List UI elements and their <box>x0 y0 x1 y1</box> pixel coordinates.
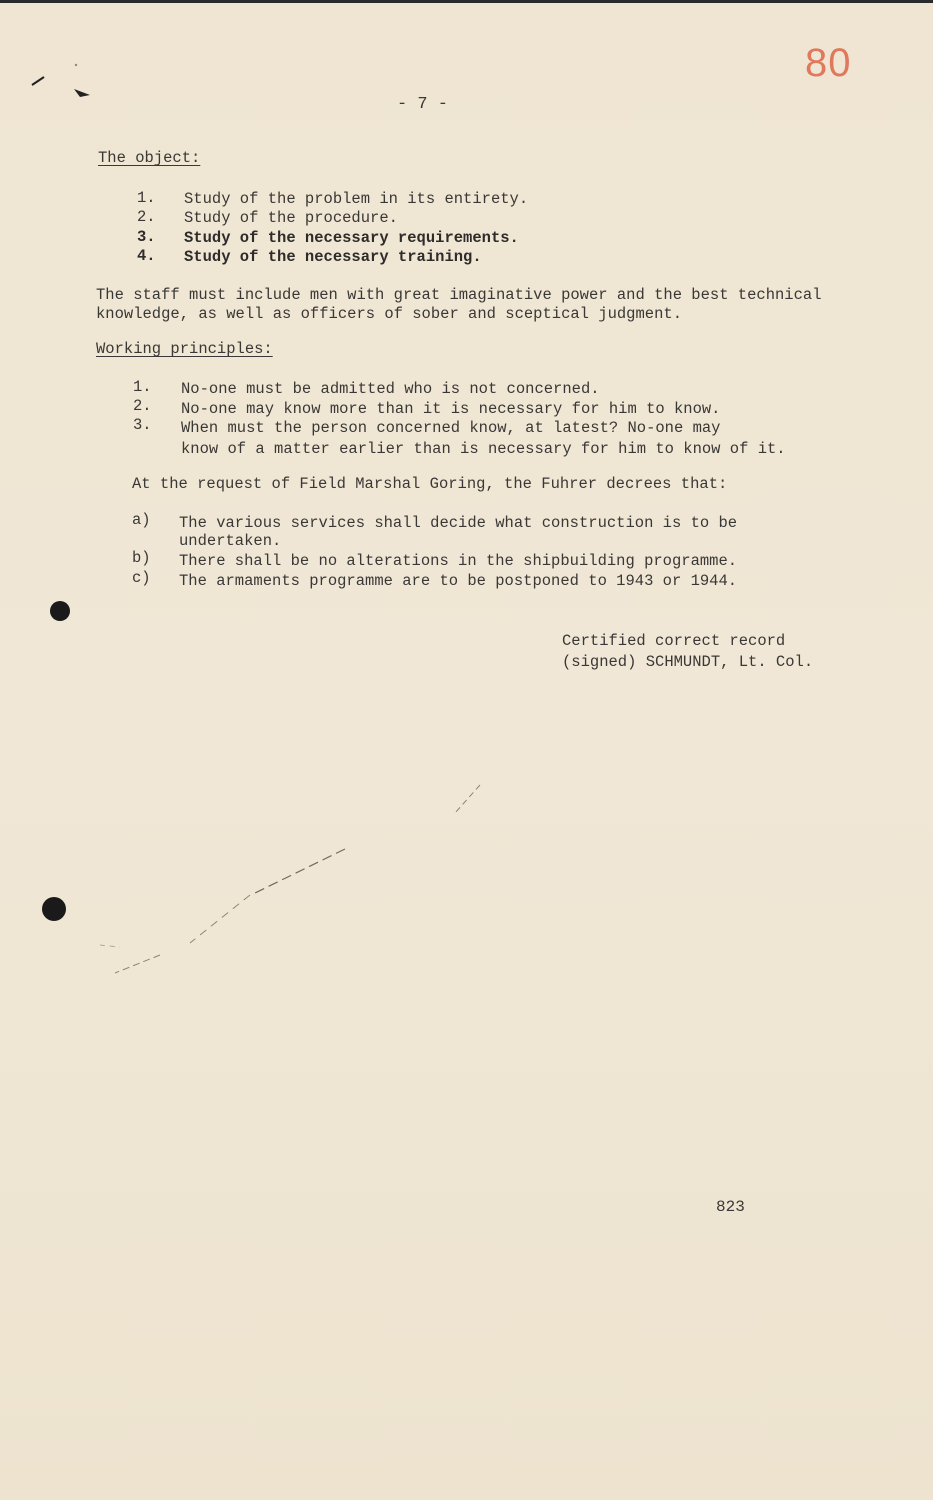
object-item-4: Study of the necessary training. <box>184 248 482 266</box>
principle-3-line-2: know of a matter earlier than is necessary for him to know of it. <box>181 440 786 458</box>
scribble-marks-icon <box>100 783 500 983</box>
object-item-3-num: 3. <box>137 228 156 246</box>
decree-a-label: a) <box>132 511 151 529</box>
certification <box>562 631 813 673</box>
object-heading: The object: <box>98 149 201 167</box>
decree-a-line-2: undertaken. <box>179 532 282 550</box>
object-item-2-num: 2. <box>137 208 156 226</box>
footer-number: 823 <box>716 1198 745 1216</box>
decree-c-label: c) <box>132 569 151 587</box>
page-number: - 7 - <box>397 95 449 114</box>
principles-heading: Working principles: <box>96 340 273 358</box>
object-item-1: Study of the problem in its entirety. <box>184 190 529 208</box>
decree-b: There shall be no alterations in the shipbuilding programme. <box>179 552 738 570</box>
object-item-1-num: 1. <box>137 189 156 207</box>
decree-intro: At the request of Field Marshal Goring, the Fuhrer decrees that: <box>132 475 728 493</box>
principle-2: No-one may know more than it is necessary for him to know. <box>181 400 721 418</box>
folio-number: 80 <box>805 41 852 85</box>
decree-b-label: b) <box>132 549 151 567</box>
decree-a-line-1: The various services shall decide what construction is to be <box>179 514 738 532</box>
principle-3-line-1: When must the person concerned know, at latest? No-one may <box>181 419 721 437</box>
certification-line-1: Certified correct record <box>562 632 786 650</box>
object-item-2: Study of the procedure. <box>184 209 398 227</box>
staff-paragraph-line-1: The staff must include men with great imaginative power and the best technical <box>96 286 822 304</box>
principle-1: No-one must be admitted who is not concerned. <box>181 380 600 398</box>
punch-hole-upper <box>50 601 70 621</box>
object-item-4-num: 4. <box>137 247 156 265</box>
staff-paragraph-line-2: knowledge, as well as officers of sober and sceptical judgment. <box>96 305 682 323</box>
principle-1-num: 1. <box>133 378 152 396</box>
punch-hole-lower <box>42 897 66 921</box>
corner-marks-icon <box>24 63 104 113</box>
principle-2-num: 2. <box>133 397 152 415</box>
certification-line-2: (signed) SCHMUNDT, Lt. Col. <box>562 653 814 671</box>
object-item-3: Study of the necessary requirements. <box>184 229 519 247</box>
decree-c: The armaments programme are to be postponed to 1943 or 1944. <box>179 572 738 590</box>
principle-3-num: 3. <box>133 416 152 434</box>
